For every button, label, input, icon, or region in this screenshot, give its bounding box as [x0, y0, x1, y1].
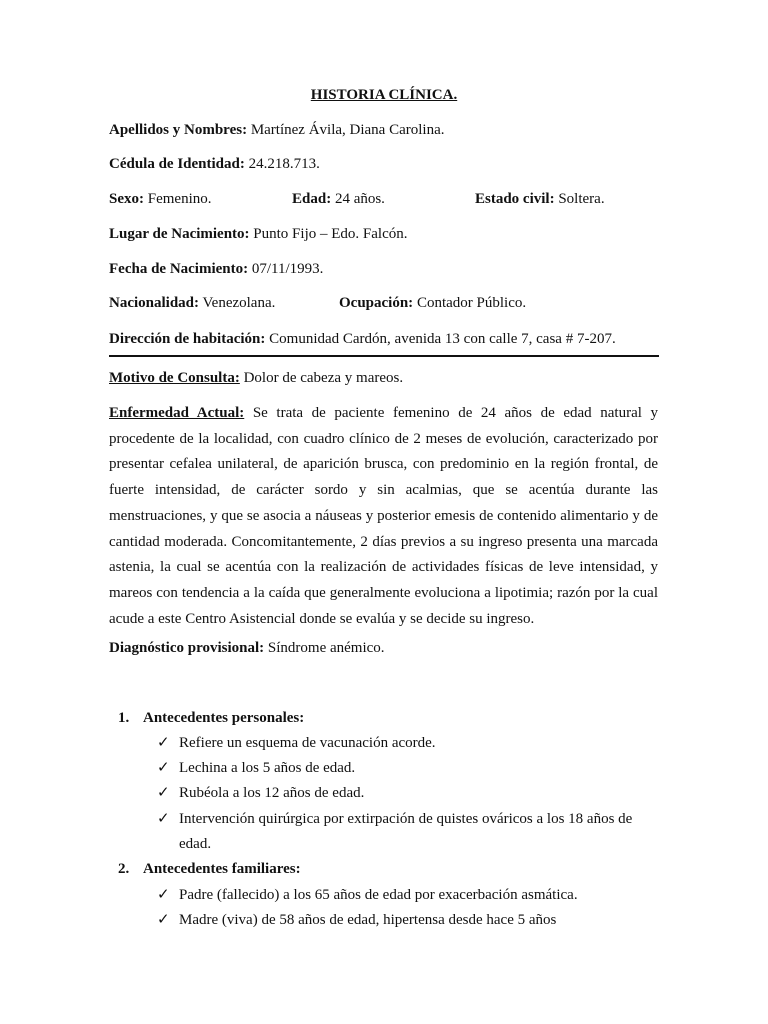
- document-title: HISTORIA CLÍNICA.: [310, 87, 458, 103]
- check-icon: ✓: [157, 735, 170, 751]
- list-heading: Antecedentes familiares:: [143, 861, 301, 877]
- field-ocupacion: [339, 294, 526, 312]
- list-item: [157, 759, 355, 777]
- field-nombre: [109, 121, 445, 139]
- list-item-text: edad.: [179, 836, 212, 852]
- field-value: 24 años.: [331, 191, 385, 207]
- list-item: [157, 911, 556, 929]
- field-estado-civil: [475, 190, 605, 208]
- check-icon: ✓: [157, 785, 170, 801]
- field-value: Comunidad Cardón, avenida 13 con calle 7, casa # 7-207.: [265, 331, 616, 347]
- field-value: 24.218.713.: [244, 156, 320, 172]
- field-value: Venezolana.: [199, 295, 276, 311]
- list-item-antecedentes-personales: [118, 709, 305, 727]
- field-label: Nacionalidad:: [109, 295, 200, 311]
- list-item-text: Lechina a los 5 años de edad.: [179, 760, 356, 776]
- list-number: 1.: [118, 710, 130, 726]
- field-label: Dirección de habitación:: [109, 331, 266, 347]
- check-icon: ✓: [157, 760, 170, 776]
- enfermedad-label: Enfermedad Actual:: [109, 405, 245, 421]
- list-item-text: Madre (viva) de 58 años de edad, hipertensa desde hace 5 años: [179, 912, 557, 928]
- field-value: Martínez Ávila, Diana Carolina.: [247, 122, 445, 138]
- field-edad: [292, 190, 385, 208]
- field-lugar-nacimiento: [109, 225, 407, 243]
- list-item: [157, 886, 578, 904]
- motivo-value: Dolor de cabeza y mareos.: [239, 370, 404, 386]
- list-item-continuation: [179, 835, 211, 853]
- list-number: 2.: [118, 861, 130, 877]
- field-direccion: [109, 330, 616, 348]
- enfermedad-text: Se trata de paciente femenino de 24 años de edad natural y procedente de la localidad, con cuadro clínico de 2 meses de evolución, caracterizado por presentar cefalea unilateral, de aparición brusca, con predominio en la región frontal, de fuerte intensidad, de carácter sordo y sin acalmias, que se acentúa durante las menstruaciones, y que se asocia a náuseas y posterior emesis de contenido alimentario y de cantidad moderada. Concomitantemente, 2 días previos a su ingreso presenta una marcada astenia, la cual se acentúa con la realización de actividades físicas de leve intensidad, y mareos con tendencia a la caída que generalmente evoluciona a lipotimia; razón por la cual acude a este Centro Asistencial donde se evalúa y se decide su ingreso.: [109, 405, 658, 627]
- field-value: Soltera.: [554, 191, 605, 207]
- list-item: [157, 784, 364, 802]
- field-value: 07/11/1993.: [248, 261, 324, 277]
- list-item-antecedentes-familiares: [118, 860, 301, 878]
- field-label: Ocupación:: [339, 295, 414, 311]
- enfermedad-actual: [109, 401, 658, 632]
- list-heading: Antecedentes personales:: [143, 710, 305, 726]
- field-sexo: [109, 190, 212, 208]
- field-label: Apellidos y Nombres:: [109, 122, 248, 138]
- diagnostico-label: Diagnóstico provisional:: [109, 640, 265, 656]
- field-label: Fecha de Nacimiento:: [109, 261, 249, 277]
- diagnostico-value: Síndrome anémico.: [264, 640, 385, 656]
- list-item: [157, 734, 436, 752]
- check-icon: ✓: [157, 811, 170, 827]
- check-icon: ✓: [157, 912, 170, 928]
- check-icon: ✓: [157, 887, 170, 903]
- list-item-text: Padre (fallecido) a los 65 años de edad por exacerbación asmática.: [179, 887, 578, 903]
- field-label: Estado civil:: [475, 191, 555, 207]
- field-label: Cédula de Identidad:: [109, 156, 245, 172]
- field-nacionalidad: [109, 294, 275, 312]
- motivo-consulta: [109, 369, 403, 387]
- list-item-text: Refiere un esquema de vacunación acorde.: [179, 735, 436, 751]
- section-divider: [109, 355, 659, 357]
- motivo-label: Motivo de Consulta:: [109, 370, 240, 386]
- field-label: Lugar de Nacimiento:: [109, 226, 250, 242]
- list-item: [157, 810, 632, 828]
- field-value: Femenino.: [144, 191, 212, 207]
- field-cedula: [109, 155, 320, 173]
- diagnostico-provisional: [109, 639, 385, 657]
- list-item-text: Intervención quirúrgica por extirpación de quistes ováricos a los 18 años de: [179, 811, 633, 827]
- field-value: Contador Público.: [413, 295, 527, 311]
- list-item-text: Rubéola a los 12 años de edad.: [179, 785, 365, 801]
- field-value: Punto Fijo – Edo. Falcón.: [249, 226, 408, 242]
- field-label: Sexo:: [109, 191, 144, 207]
- field-label: Edad:: [292, 191, 332, 207]
- field-fecha-nacimiento: [109, 260, 323, 278]
